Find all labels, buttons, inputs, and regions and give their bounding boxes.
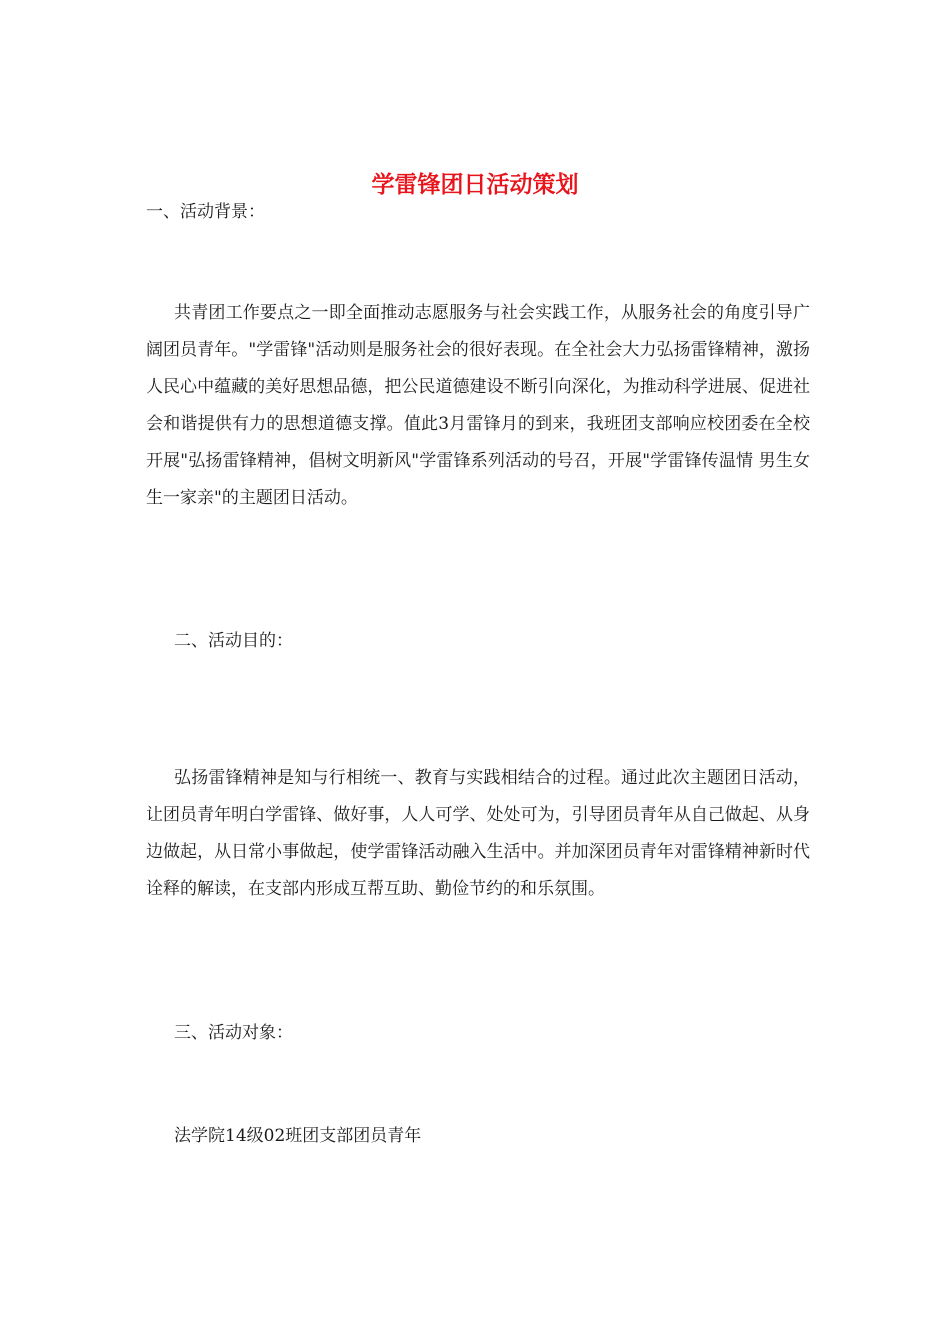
document-title: 学雷锋团日活动策划 xyxy=(371,171,579,199)
section-heading-target: 三、活动对象： xyxy=(174,1023,293,1043)
section-heading-purpose: 二、活动目的： xyxy=(174,631,293,651)
section-paragraph-background: 共青团工作要点之一即全面推动志愿服务与社会实践工作，从服务社会的角度引导广阔团员青年。"学雷锋"活动则是服务社会的很好表现。在全社会大力弘扬雷锋精神，激扬人民心中蕴藏的美好思想品德，把公民道德建设不断引向深化，为推动科学进展、促进社会和谐提供有力的思想道德支撑。值此3月雷锋月的到来，我班团支部响应校团委在全校开展"弘扬雷锋精神，倡树文明新风"学雷锋系列活动的号召，开展"学雷锋传温情 男生女生一家亲"的主题团日活动。 xyxy=(146,303,810,508)
section-paragraph-purpose: 弘扬雷锋精神是知与行相统一、教育与实践相结合的过程。通过此次主题团日活动，让团员青年明白学雷锋、做好事，人人可学、处处可为，引导团员青年从自己做起、从身边做起，从日常小事做起，使学雷锋活动融入生活中。并加深团员青年对雷锋精神新时代诠释的解读，在支部内形成互帮互助、勤俭节约的和乐氛围。 xyxy=(146,768,810,899)
section-heading-background: 一、活动背景： xyxy=(146,202,265,222)
section-paragraph-target: 法学院14级02班团支部团员青年 xyxy=(174,1126,422,1146)
